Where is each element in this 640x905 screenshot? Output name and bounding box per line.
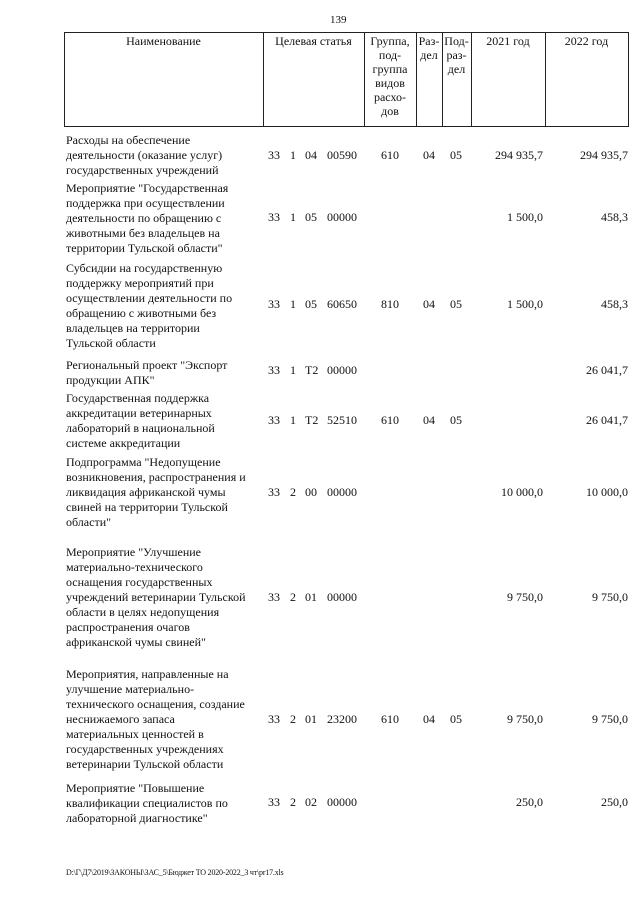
- row-section: 04: [423, 413, 435, 427]
- row-code-program: 33: [268, 363, 280, 377]
- row-amount-2022: 9 750,0: [592, 590, 628, 604]
- row-amount-2022: 9 750,0: [592, 712, 628, 726]
- page-number: 139: [330, 14, 347, 26]
- row-name: Подпрограмма "Недопущение возникновения, распространения и ликвидация африканской чумы свиней на территории Тульской области": [66, 455, 246, 529]
- row-code-direction: 60650: [327, 297, 357, 311]
- row-name: Расходы на обеспечение деятельности (оказание услуг) государственных учреждений: [66, 133, 223, 177]
- row-section: 04: [423, 297, 435, 311]
- row-code-event: 05: [305, 297, 317, 311]
- row-subsection: 05: [450, 712, 462, 726]
- row-code-program: 33: [268, 210, 280, 224]
- row-code-program: 33: [268, 297, 280, 311]
- row-code-event: Т2: [305, 363, 319, 377]
- row-code-program: 33: [268, 485, 280, 499]
- row-amount-2022: 294 935,7: [580, 148, 628, 162]
- row-amount-2022: 250,0: [601, 795, 628, 809]
- row-code-direction: 00590: [327, 148, 357, 162]
- row-code-program: 33: [268, 795, 280, 809]
- row-expense-group: 610: [381, 712, 399, 726]
- header-section: Раз- дел: [418, 34, 440, 62]
- file-path-footer: D:\Г\Д7\2019\ЗАКОНЫ\ЗАС_5\Бюджет ТО 2020-2022_3 чт\pr17.xls: [66, 868, 284, 877]
- row-code-event: 01: [305, 712, 317, 726]
- row-amount-2022: 458,3: [601, 210, 628, 224]
- header-target-article: Целевая статья: [275, 34, 352, 48]
- row-code-event: Т2: [305, 413, 319, 427]
- row-code-subprogram: 2: [290, 712, 296, 726]
- row-code-event: 00: [305, 485, 317, 499]
- row-code-subprogram: 1: [290, 363, 296, 377]
- row-amount-2022: 26 041,7: [586, 413, 628, 427]
- row-amount-2021: 10 000,0: [501, 485, 543, 499]
- row-code-program: 33: [268, 712, 280, 726]
- row-name: Мероприятия, направленные на улучшение материально- технического оснащения, создание неснижаемого запаса материальных ценностей в государственных учреждениях ветеринарии Тульской области: [66, 667, 245, 771]
- row-code-direction: 00000: [327, 210, 357, 224]
- row-code-subprogram: 2: [290, 590, 296, 604]
- row-amount-2022: 10 000,0: [586, 485, 628, 499]
- row-subsection: 05: [450, 413, 462, 427]
- row-name: Государственная поддержка аккредитации ветеринарных лабораторий в национальной системе аккредитации: [66, 391, 215, 450]
- header-year-2021: 2021 год: [486, 34, 530, 48]
- header-divider: [628, 32, 629, 127]
- row-section: 04: [423, 712, 435, 726]
- row-subsection: 05: [450, 148, 462, 162]
- row-code-direction: 00000: [327, 795, 357, 809]
- row-code-subprogram: 1: [290, 210, 296, 224]
- row-amount-2022: 458,3: [601, 297, 628, 311]
- row-expense-group: 610: [381, 148, 399, 162]
- row-code-direction: 00000: [327, 590, 357, 604]
- row-code-program: 33: [268, 590, 280, 604]
- row-amount-2021: 294 935,7: [495, 148, 543, 162]
- row-amount-2022: 26 041,7: [586, 363, 628, 377]
- header-expense-group: Группа, под- группа видов расхо- дов: [370, 34, 410, 118]
- row-name: Субсидии на государственную поддержку мероприятий при осуществлении деятельности по обращению с животными без владельцев на территории Тульской области: [66, 261, 233, 350]
- row-code-subprogram: 2: [290, 485, 296, 499]
- row-code-subprogram: 1: [290, 148, 296, 162]
- row-code-event: 05: [305, 210, 317, 224]
- row-name: Региональный проект "Экспорт продукции АПК": [66, 358, 228, 387]
- row-amount-2021: 250,0: [516, 795, 543, 809]
- row-code-event: 04: [305, 148, 317, 162]
- row-name: Мероприятие "Улучшение материально-технического оснащения государственных учреждений ветеринарии Тульской области в целях недопущения распространения очагов африканской чумы свиней": [66, 545, 246, 649]
- row-code-direction: 23200: [327, 712, 357, 726]
- row-code-subprogram: 2: [290, 795, 296, 809]
- row-code-event: 02: [305, 795, 317, 809]
- row-amount-2021: 9 750,0: [507, 712, 543, 726]
- row-expense-group: 610: [381, 413, 399, 427]
- row-amount-2021: 1 500,0: [507, 210, 543, 224]
- row-code-program: 33: [268, 148, 280, 162]
- row-amount-2021: 1 500,0: [507, 297, 543, 311]
- row-code-program: 33: [268, 413, 280, 427]
- row-expense-group: 810: [381, 297, 399, 311]
- row-name: Мероприятие "Повышение квалификации специалистов по лабораторной диагностике": [66, 781, 228, 825]
- row-code-subprogram: 1: [290, 413, 296, 427]
- row-amount-2021: 9 750,0: [507, 590, 543, 604]
- row-code-direction: 52510: [327, 413, 357, 427]
- row-name: Мероприятие "Государственная поддержка при осуществлении деятельности по обращению с животными без владельцев на территории Тульской области": [66, 181, 229, 255]
- header-subsection: Под- раз- дел: [444, 34, 469, 76]
- row-section: 04: [423, 148, 435, 162]
- header-year-2022: 2022 год: [564, 34, 609, 48]
- row-subsection: 05: [450, 297, 462, 311]
- row-code-direction: 00000: [327, 363, 357, 377]
- row-code-event: 01: [305, 590, 317, 604]
- row-code-subprogram: 1: [290, 297, 296, 311]
- row-code-direction: 00000: [327, 485, 357, 499]
- header-name: Наименование: [126, 34, 201, 48]
